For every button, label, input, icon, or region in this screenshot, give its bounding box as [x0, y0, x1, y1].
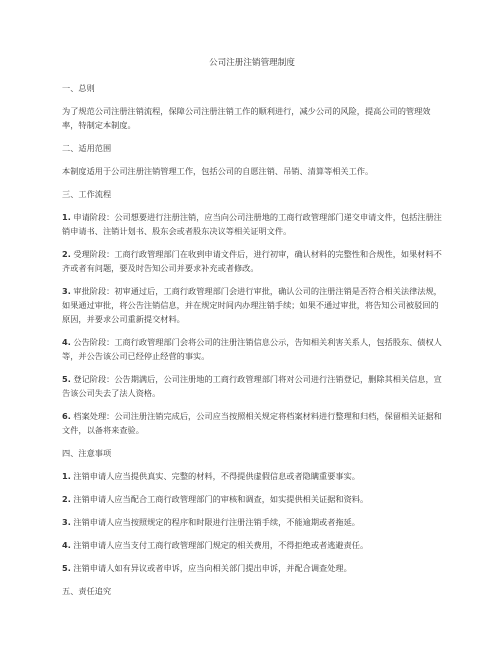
item-text: 受理阶段：工商行政管理部门在收到申请文件后，进行初审，确认材料的完整性和合规性，如果材料不齐或者有问题，要及时告知公司并要求补充或者修改。 — [62, 249, 442, 273]
item-number: 1. — [62, 471, 71, 481]
item-number: 5. — [62, 374, 71, 384]
list-item — [62, 372, 442, 400]
item-number: 2. — [62, 249, 71, 259]
section-general — [62, 81, 442, 132]
item-text: 公告阶段：工商行政管理部门会将公司的注册注销信息公示，告知相关利害关系人，包括股东、债权人等，并公告该公司已经停止经营的事实。 — [62, 337, 442, 361]
document-title: 公司注册注销管理制度 — [209, 58, 295, 68]
item-text: 注销申请人如有异议或者申诉，应当向相关部门提出申诉，并配合调查处理。 — [73, 563, 352, 573]
item-number: 4. — [62, 337, 71, 347]
list-item — [62, 538, 442, 552]
item-number: 4. — [62, 540, 71, 550]
list-item — [62, 409, 442, 437]
item-number: 5. — [62, 563, 71, 573]
item-text: 申请阶段：公司想要进行注册注销，应当向公司注册地的工商行政管理部门递交申请文件，包括注册注销申请书、注销计划书、股东会或者股东决议等相关证明文件。 — [62, 212, 442, 236]
section-heading: 四、注意事项 — [62, 448, 112, 458]
section-paragraph: 为了规范公司注册注销流程，保障公司注册注销工作的顺利进行，减少公司的风险，提高公司的管理效率，特制定本制度。 — [62, 106, 431, 130]
section-heading: 二、适用范围 — [62, 143, 112, 153]
item-text: 注销申请人应当提供真实、完整的材料，不得提供虚假信息或者隐瞒重要事实。 — [73, 471, 360, 481]
item-text: 注销申请人应当按照规定的程序和时限进行注册注销手续，不能逾期或者拖延。 — [73, 517, 360, 527]
list-item — [62, 247, 442, 275]
notes-list — [62, 469, 442, 575]
section-heading: 三、工作流程 — [62, 189, 112, 199]
item-text: 档案处理：公司注册注销完成后，公司应当按照相关规定将档案材料进行整理和归档，保留相关证据和文件，以备将来查验。 — [62, 411, 442, 435]
section-accountability — [62, 584, 442, 598]
item-text: 注销申请人应当支付工商行政管理部门规定的相关费用，不得拒绝或者逃避责任。 — [73, 540, 369, 550]
list-item — [62, 210, 442, 238]
section-heading: 五、责任追究 — [62, 586, 112, 596]
item-text: 注销申请人应当配合工商行政管理部门的审核和调查，如实提供相关证据和资料。 — [73, 494, 369, 504]
document-page — [62, 56, 442, 607]
section-scope — [62, 141, 442, 178]
item-number: 2. — [62, 494, 71, 504]
list-item — [62, 469, 442, 483]
section-notes — [62, 446, 442, 575]
list-item — [62, 561, 442, 575]
section-workflow — [62, 187, 442, 437]
item-number: 1. — [62, 212, 71, 222]
section-heading: 一、总则 — [62, 83, 95, 93]
item-number: 6. — [62, 411, 71, 421]
section-paragraph: 本制度适用于公司注册注销管理工作，包括公司的自愿注销、吊销、清算等相关工作。 — [62, 166, 374, 176]
list-item — [62, 492, 442, 506]
item-text: 登记阶段：公告期满后，公司注册地的工商行政管理部门将对公司进行注销登记，删除其相关信息，宣告该公司失去了法人资格。 — [62, 374, 442, 398]
list-item — [62, 335, 442, 363]
item-number: 3. — [62, 286, 71, 296]
list-item — [62, 284, 442, 326]
item-text: 审批阶段：初审通过后，工商行政管理部门会进行审批，确认公司的注册注销是否符合相关法律法规，如果通过审批，将公告注销信息，并在规定时间内办理注销手续；如果不通过审批，将告知公司被驳回的原因，并要求公司重新提交材料。 — [62, 286, 442, 324]
list-item — [62, 515, 442, 529]
workflow-list — [62, 210, 442, 437]
item-number: 3. — [62, 517, 71, 527]
